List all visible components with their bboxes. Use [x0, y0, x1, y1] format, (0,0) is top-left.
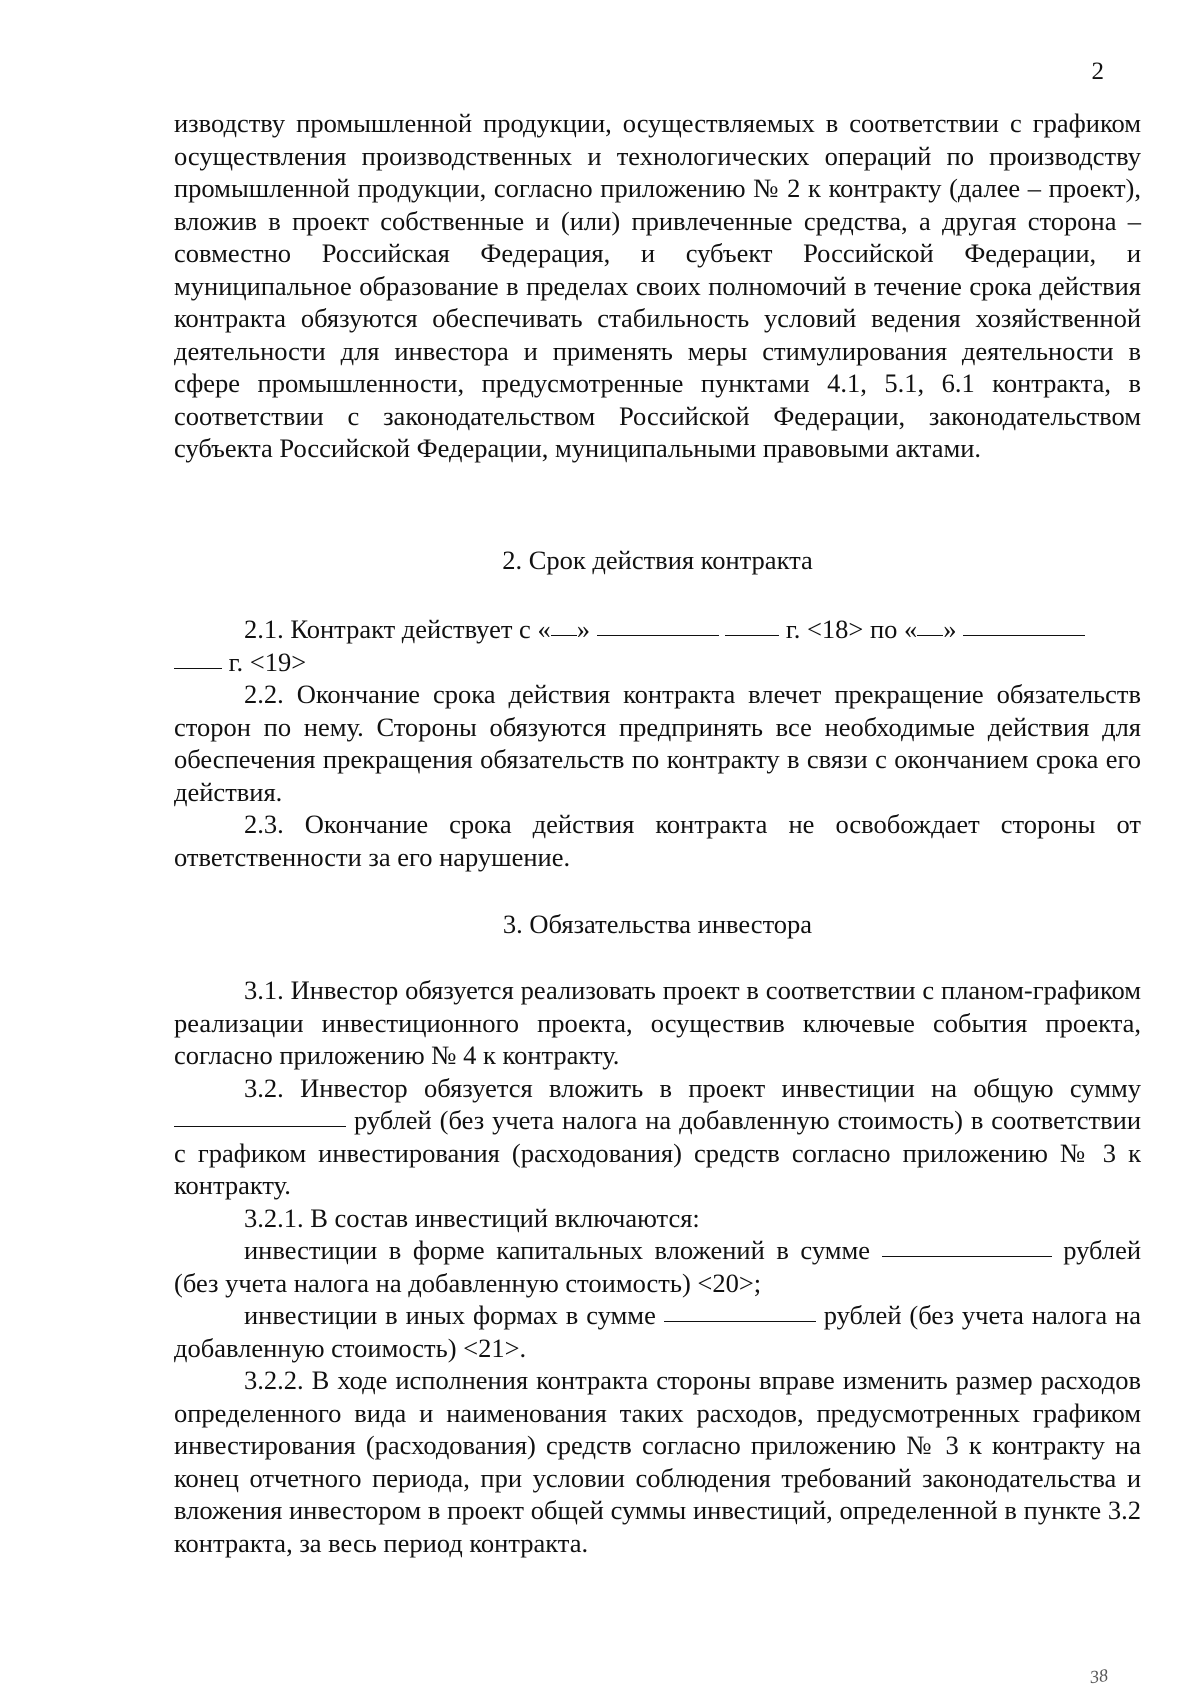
item-capital-start: инвестиции в форме капитальных вложений в сумме — [244, 1235, 871, 1265]
paragraph-2-1-tail — [104, 646, 306, 679]
month-end-blank — [963, 634, 1085, 636]
page-number: 2 — [1091, 58, 1104, 85]
paragraph-3-1: 3.1. Инвестор обязуется реализовать проект в соответствии с планом-графиком реализации инвестиционного проекта, осуществив ключевые события проекта, согласно приложению № 4 к контракту. — [174, 975, 1141, 1070]
year-start-blank — [725, 634, 779, 636]
intro-block — [174, 107, 1141, 465]
corner-handwritten-mark: 38 — [1088, 1664, 1110, 1688]
paragraph-2-1-mid1: » — [576, 614, 590, 644]
section-3-heading: 3. Обязательства инвестора — [502, 909, 813, 939]
day-start-blank — [551, 634, 577, 636]
section-2-heading: 2. Срок действия контракта — [502, 545, 813, 575]
section-3-block — [174, 974, 1141, 1559]
item-other-investments — [174, 1299, 1141, 1364]
item-other-start: инвестиции в иных формах в сумме — [244, 1300, 656, 1330]
year-end-blank — [174, 667, 222, 669]
total-sum-blank — [174, 1125, 346, 1127]
paragraph-2-2: 2.2. Окончание срока действия контракта влечет прекращение обязательств сторон по нему. Стороны обязуются предпринять все необходимые действия для обеспечения прекращения обязательств по контракту в связи с окончанием срока его действия. — [174, 679, 1141, 807]
paragraph-2-1 — [174, 613, 1141, 678]
item-other-end: рублей (без учета налога на добавленную стоимость) <21>. — [174, 1300, 1141, 1363]
paragraph-3-2-1: 3.2.1. В состав инвестиций включаются: — [244, 1202, 700, 1233]
paragraph-3-2-start: 3.2. Инвестор обязуется вложить в проект инвестиции на общую сумму — [244, 1072, 1141, 1103]
paragraph-2-1-start: 2.1. Контракт действует с « — [244, 614, 551, 644]
paragraph-2-1-end: г. <19> — [228, 646, 307, 677]
day-end-blank — [917, 634, 943, 636]
section-2-block — [174, 613, 1141, 873]
paragraph-2-3: 2.3. Окончание срока действия контракта не освобождает стороны от ответственности за его нарушение. — [174, 809, 1141, 872]
capital-sum-blank — [882, 1255, 1052, 1257]
paragraph-3-2 — [174, 1072, 1141, 1202]
other-sum-blank — [664, 1320, 816, 1322]
item-capital-investments — [174, 1234, 1141, 1299]
paragraph-2-1-mid3: » — [943, 614, 957, 644]
month-start-blank — [597, 634, 719, 636]
item-capital-end: рублей (без учета налога на добавленную стоимость) <20>; — [174, 1235, 1142, 1298]
paragraph-3-2-end: рублей (без учета налога на добавленную стоимость) в соответствии с графиком инвестирования (расходования) средств согласно приложению № 3 к контракту. — [174, 1105, 1142, 1200]
paragraph-2-1-mid2: г. <18> по « — [785, 614, 918, 644]
paragraph-3-2-2: 3.2.2. В ходе исполнения контракта стороны вправе изменить размер расходов определенного вида и наименования таких расходов, предусмотренных графиком инвестирования (расходования) средств согласно приложению № 3 к контракту на конец отчетного периода, при условии соблюдения требований законодательства и вложения инвестором в проект общей суммы инвестиций, определенной в пункте 3.2 контракта, за весь период контракта. — [174, 1365, 1141, 1558]
intro-paragraph: изводству промышленной продукции, осуществляемых в соответствии с графиком осуществления производственных и технологических операций по производству промышленной продукции, согласно приложению № 2 к контракту (далее – проект), вложив в проект собственные и (или) привлеченные средства, а другая сторона – совместно Российская Федерация, и субъект Российской Федерации, и муниципальное образование в пределах своих полномочий в течение срока действия контракта обязуются обеспечивать стабильность условий ведения хозяйственной деятельности для инвестора и применять меры стимулирования деятельности в сфере промышленности, предусмотренные пунктами 4.1, 5.1, 6.1 контракта, в соответствии с законодательством Российской Федерации, законодательством субъекта Российской Федерации, муниципальными правовыми актами. — [174, 108, 1141, 463]
